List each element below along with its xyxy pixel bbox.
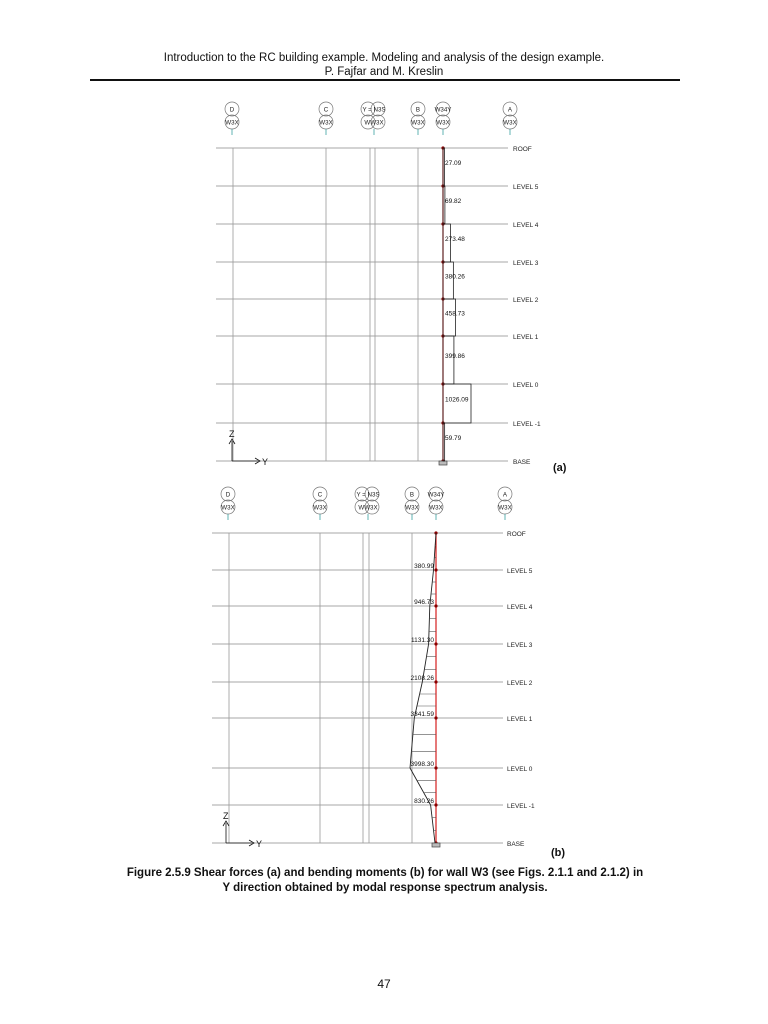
grid-bubble-label: W3X xyxy=(411,119,425,127)
grid-bubble-label: D xyxy=(225,491,231,499)
level-label: LEVEL 2 xyxy=(513,297,539,304)
shear-value-label: 69.82 xyxy=(445,198,462,205)
figure-caption xyxy=(80,866,690,896)
wall-node xyxy=(434,716,437,719)
level-label: BASE xyxy=(513,459,531,466)
grid-bubble-label: B xyxy=(409,491,415,499)
grid-bubble xyxy=(428,487,445,520)
wall-node xyxy=(434,803,437,806)
grid-bubble-label: W3X xyxy=(405,504,419,512)
grid-bubble-label: W3X xyxy=(436,119,450,127)
shear-segment xyxy=(443,148,445,186)
shear-value-label: 27.09 xyxy=(445,160,462,167)
axis-label-y: Y xyxy=(262,457,269,467)
level-label: ROOF xyxy=(507,531,526,538)
wall-node xyxy=(434,604,437,607)
moment-value-label: 946.73 xyxy=(414,599,434,606)
grid-bubble xyxy=(225,102,239,135)
grid-bubble-label: W3X xyxy=(429,504,443,512)
level-label: LEVEL 0 xyxy=(507,766,533,773)
axis-label-y: Y xyxy=(256,839,263,849)
figure-label: (a) xyxy=(553,462,567,474)
grid-bubble-label: B xyxy=(415,106,421,114)
base-support xyxy=(432,843,440,847)
shear-value-label: 380.26 xyxy=(445,273,465,281)
shear-value-label: 399.86 xyxy=(445,353,465,360)
wall-node xyxy=(434,680,437,683)
grid-bubble-label: W3X xyxy=(503,119,517,127)
shear-segment xyxy=(443,299,456,336)
grid-bubble-label: C xyxy=(323,106,329,114)
grid-bubble xyxy=(355,487,380,520)
wall-node xyxy=(434,642,437,645)
grid-bubble-label: W34Y xyxy=(427,491,445,499)
moment-value-label: 2108.26 xyxy=(410,675,434,682)
grid-bubble-label: W3X xyxy=(319,119,333,127)
moment-value-label: 1131.30 xyxy=(410,637,434,644)
level-label: LEVEL 1 xyxy=(513,334,539,341)
grid-bubble xyxy=(411,102,425,135)
level-label: LEVEL -1 xyxy=(507,803,535,810)
figure-label: (b) xyxy=(551,847,566,859)
shear-value-label: 273.48 xyxy=(445,236,465,243)
caption-line-1: Figure 2.5.9 Shear forces (a) and bending moments (b) for wall W3 (see Figs. 2.1.1 and 2.1.2) in xyxy=(126,867,644,879)
moment-value-label: 3341.59 xyxy=(410,711,434,718)
header-title: Introduction to the RC building example. Modeling and analysis of the design example. xyxy=(163,52,605,64)
moment-value-label: 830.26 xyxy=(414,798,434,805)
level-label: ROOF xyxy=(513,146,532,153)
level-label: LEVEL 4 xyxy=(507,604,533,611)
level-label: LEVEL -1 xyxy=(513,421,541,428)
bending-moment-diagram xyxy=(212,487,565,859)
grid-bubble-label: W3X xyxy=(498,504,512,512)
grid-bubble-label: Y = N3S xyxy=(362,106,386,114)
shear-segment xyxy=(443,423,445,461)
moment-curve xyxy=(410,533,436,843)
shear-segment xyxy=(443,224,450,262)
level-label: LEVEL 0 xyxy=(513,382,539,389)
grid-bubble xyxy=(435,102,452,135)
grid-bubble-label: W3X xyxy=(225,119,239,127)
grid-bubble-label: D xyxy=(229,106,235,114)
level-label: LEVEL 4 xyxy=(513,222,539,229)
level-label: LEVEL 2 xyxy=(507,680,533,687)
grid-bubble-label: W34Y xyxy=(434,106,452,114)
wall-node xyxy=(434,766,437,769)
grid-bubble xyxy=(503,102,517,135)
level-label: LEVEL 5 xyxy=(507,568,533,575)
axis-label-z: Z xyxy=(223,811,229,821)
level-label: LEVEL 1 xyxy=(507,716,533,723)
axis-label-z: Z xyxy=(229,429,235,439)
wall-node xyxy=(434,568,437,571)
shear-segment xyxy=(443,186,445,224)
moment-value-label: 380.99 xyxy=(414,563,434,570)
base-support xyxy=(439,461,447,465)
grid-bubble-label: Y = N3S xyxy=(356,491,380,499)
grid-bubble-label: A xyxy=(502,491,508,499)
header-authors: P. Fajfar and M. Kreslin xyxy=(324,66,444,78)
grid-bubble-label: WW3X xyxy=(364,119,384,127)
shear-segment xyxy=(443,336,454,384)
grid-bubble-label: W3X xyxy=(313,504,327,512)
shear-force-diagram xyxy=(216,102,567,474)
moment-value-label: 3998.30 xyxy=(410,761,434,768)
shear-segment xyxy=(443,384,471,423)
grid-bubble xyxy=(361,102,386,135)
grid-bubble xyxy=(498,487,512,520)
grid-bubble-label: W3X xyxy=(221,504,235,512)
level-label: LEVEL 5 xyxy=(513,184,539,191)
level-label: BASE xyxy=(507,841,525,848)
shear-segment xyxy=(443,262,453,299)
grid-bubble xyxy=(313,487,327,520)
grid-bubble-label: WW3X xyxy=(358,504,378,512)
level-label: LEVEL 3 xyxy=(513,260,539,267)
grid-bubble xyxy=(319,102,333,135)
shear-value-label: 458.73 xyxy=(445,310,465,318)
grid-bubble-label: C xyxy=(317,491,323,499)
shear-value-label: 1026.09 xyxy=(445,396,469,404)
shear-value-label: 59.79 xyxy=(445,435,462,442)
grid-bubble xyxy=(405,487,419,520)
grid-bubble-label: A xyxy=(507,106,513,114)
level-label: LEVEL 3 xyxy=(507,642,533,649)
grid-bubble xyxy=(221,487,235,520)
page-number: 47 xyxy=(377,977,391,991)
caption-line-2: Y direction obtained by modal response spectrum analysis. xyxy=(222,882,548,894)
